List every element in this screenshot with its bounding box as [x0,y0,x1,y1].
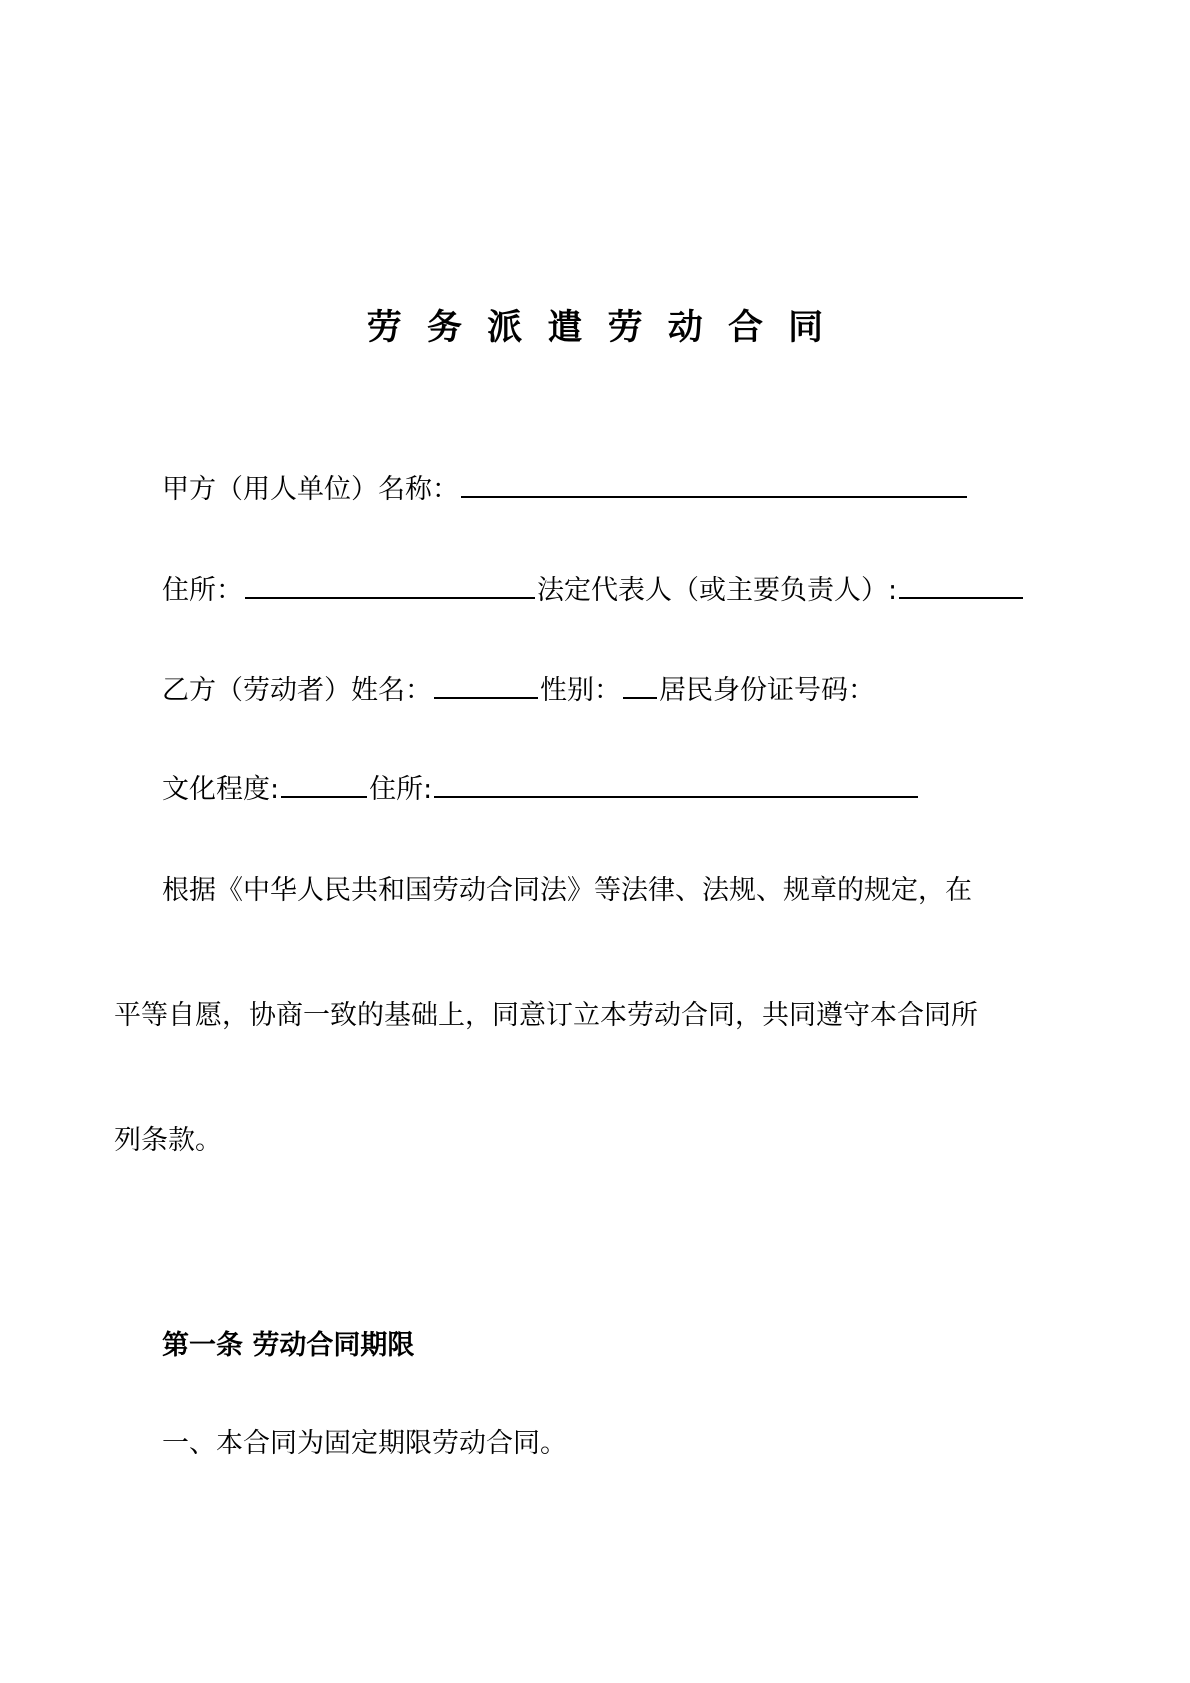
party-b-name-blank[interactable] [434,673,538,699]
party-b-education-line [162,772,920,807]
party-b-address-label: 住所: [369,774,433,805]
article-1-heading: 第一条 劳动合同期限 [162,1330,415,1361]
intro-paragraph-line-2: 平等自愿，协商一致的基础上，同意订立本劳动合同，共同遵守本合同所 [114,1000,978,1031]
education-blank[interactable] [281,772,367,798]
party-b-name-line [162,673,875,708]
article-1-item-1: 一、本合同为固定期限劳动合同。 [162,1428,567,1459]
party-a-name-label: 甲方（用人单位）名称： [162,474,459,505]
party-a-address-blank[interactable] [245,573,535,599]
party-a-name-line [162,472,969,507]
party-a-address-label: 住所： [162,575,243,606]
party-a-name-blank[interactable] [461,472,967,498]
id-number-label: 居民身份证号码： [659,675,875,706]
legal-rep-label: 法定代表人（或主要负责人）: [537,575,898,606]
intro-paragraph-line-1: 根据《中华人民共和国劳动合同法》等法律、法规、规章的规定，在 [162,875,972,906]
party-b-name-label: 乙方（劳动者）姓名： [162,675,432,706]
party-a-address-line [162,573,1025,608]
party-b-address-blank[interactable] [434,772,918,798]
intro-paragraph-line-3: 列条款。 [114,1125,222,1156]
gender-label: 性别： [540,675,621,706]
education-label: 文化程度: [162,774,280,805]
document-title: 劳务派遣劳动合同 [366,308,849,348]
gender-blank[interactable] [623,673,657,699]
legal-rep-blank[interactable] [899,573,1023,599]
